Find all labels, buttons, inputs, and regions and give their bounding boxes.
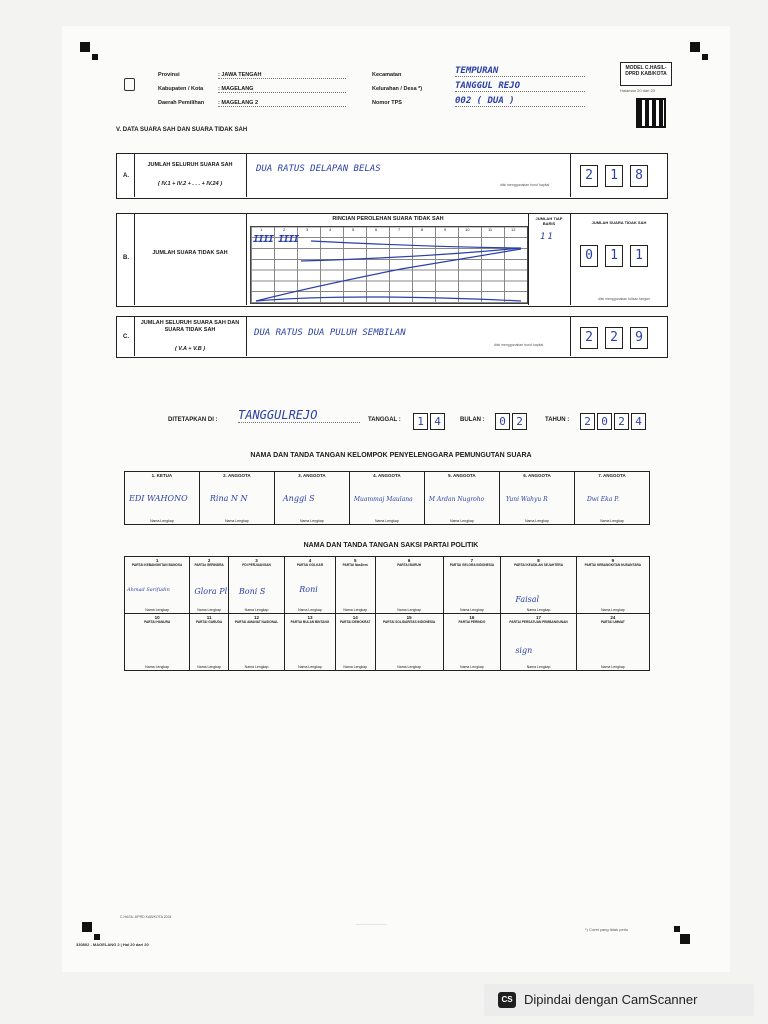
saksi-no-1: 1 [155,558,159,563]
section-c-divider2 [246,316,247,356]
section-c-words: DUA RATUS DUA PULUH SEMBILAN [254,328,406,338]
section-b-divider1 [134,213,135,305]
tally-col-1: 1 [260,227,263,232]
tally-col-2: 2 [283,227,286,232]
saksi-namelabel-11: Nama Lengkap [197,665,221,669]
tanggal-label: TANGGAL : [368,417,401,423]
section-c-note: diisi menggunakan huruf kapital [494,343,544,347]
tps-value: 002 ( DUA ) [455,96,585,107]
jumlah-tiap-baris-header: JUMLAH TIAP BARIS [535,216,563,226]
section-a-digit-3: 8 [630,165,648,187]
kpps-namelabel-4: Nama Lengkap [375,519,399,523]
section-title: V. DATA SUARA SAH DAN SUARA TIDAK SAH [116,127,248,133]
saksi-party-9: PARTAI KEBANGKITAN NUSANTARA [584,563,642,567]
kecamatan-label: Kecamatan [372,72,402,78]
corner-marker-tr-small [702,54,708,60]
saksi-namelabel-24: Nama Lengkap [601,665,625,669]
section-a-formula: ( IV.1 + IV.2 + . . . + IV.24 ) [157,181,223,187]
saksi-party-6: PARTAI BURUH [397,563,422,567]
saksi-namelabel-5: Nama Lengkap [343,608,368,612]
row-total-tally: 11 [540,232,555,242]
kpps-role-2: 2. ANGGOTA [223,473,251,478]
saksi-cell-11 [190,614,229,671]
saksi-no-15: 15 [406,615,412,620]
saksi-party-7: PARTAI GELORA INDONESIA [449,563,495,567]
tahun-digit-4: 4 [631,413,646,430]
kpps-namelabel-6: Nama Lengkap [525,519,549,523]
saksi-party-4: PARTAI GOLKAR [296,563,323,567]
saksi-cell-5 [335,557,375,614]
saksi-party-24: PARTAI UMMAT [600,620,625,624]
kpps-cell-3 [274,472,349,525]
kpps-signature-5: M Ardan Nugroho [428,496,485,503]
saksi-namelabel-16: Nama Lengkap [460,665,484,669]
kpps-signature-7: Dwi Eka P. [586,496,619,503]
tps-label: Nomor TPS [372,100,402,106]
corner-marker-br [680,934,690,944]
saksi-no-8: 8 [537,558,540,563]
saksi-namelabel-1: Nama Lengkap [145,608,170,612]
saksi-party-2: PARTAI GERINDRA [194,563,224,567]
kpps-namelabel-3: Nama Lengkap [300,519,324,523]
saksi-cell-15 [375,614,443,671]
kpps-namelabel-5: Nama Lengkap [450,519,474,523]
corner-marker-bl-small [94,934,100,940]
section-c-label: JUMLAH SELURUH SUARA SAH DAN SUARA TIDAK SAH [140,320,240,333]
kpps-cell-6 [499,472,574,525]
saksi-signature-3: Boni S [238,587,266,596]
saksi-title: NAMA DAN TANDA TANGAN SAKSI PARTAI POLITIK [303,542,479,549]
corner-marker-tl-small [92,54,98,60]
kelurahan-label: Kelurahan / Desa *) [372,86,423,92]
tally-col-11: 11 [488,227,493,232]
kpps-cell-5 [424,472,499,525]
saksi-namelabel-12: Nama Lengkap [244,665,269,669]
saksi-party-17: PARTAI PERSATUAN PEMBANGUNAN [509,620,568,624]
saksi-party-15: PARTAI SOLIDARITAS INDONESIA [383,620,436,624]
section-c-letter: C. [123,334,129,340]
provinsi-value: : JAWA TENGAH [218,72,346,79]
saksi-cell-13 [285,614,335,671]
corner-marker-tr [690,42,700,52]
section-b-digit-1: 0 [580,245,598,267]
tanggal-digit-2: 4 [430,413,445,430]
saksi-no-6: 6 [407,558,411,563]
saksi-cell-16 [443,614,501,671]
kpps-cell-7 [574,472,649,525]
section-b-divider2 [246,213,247,305]
section-a-divider2 [246,153,247,197]
saksi-no-13: 13 [307,615,313,620]
kpps-role-7: 7. ANGGOTA [598,473,626,478]
kabupaten-label: Kabupaten / Kota [158,86,204,92]
section-c-digit-2: 2 [605,327,623,349]
section-b-letter: B. [123,255,129,261]
kpps-namelabel-1: Nama Lengkap [150,519,174,523]
rincian-header: RINCIAN PEROLEHAN SUARA TIDAK SAH [332,216,444,222]
saksi-cell-8 [501,557,576,614]
ditetapkan-label: DITETAPKAN DI : [168,417,218,423]
kpps-signature-3: Anggi S [282,494,315,503]
section-b-divider4 [570,213,571,305]
bulan-label: BULAN : [460,417,485,423]
tanggal-digit-1: 1 [413,413,428,430]
kelurahan-value: TANGGUL REJO [455,81,585,92]
saksi-cell-4 [285,557,335,614]
tahun-digit-2: 0 [597,413,612,430]
tally-col-6: 6 [375,227,378,232]
camscanner-logo-icon: CS [498,992,516,1008]
saksi-table [124,556,650,671]
section-a-digit-1: 2 [580,165,598,187]
saksi-namelabel-7: Nama Lengkap [460,608,484,612]
saksi-cell-12 [228,614,284,671]
kpps-signature-4: Muammaj Maulana [353,496,413,503]
kpps-title: NAMA DAN TANDA TANGAN KELOMPOK PENYELENGGARA PEMUNGUTAN SUARA [250,452,532,459]
saksi-cell-2 [190,557,229,614]
halaman-text: Halaman 20 dari 20 [620,88,655,93]
section-a-divider3 [570,153,571,197]
saksi-namelabel-9: Nama Lengkap [601,608,625,612]
kpps-namelabel-7: Nama Lengkap [600,519,624,523]
provinsi-label: Provinsi [158,72,180,78]
section-b-divider3 [528,213,529,305]
tally-grid [250,226,528,304]
section-b-label: JUMLAH SUARA TIDAK SAH [152,250,228,256]
section-a-words: DUA RATUS DELAPAN BELAS [256,164,381,174]
kabupaten-value: : MAGELANG [218,86,346,93]
tally-col-5: 5 [352,227,355,232]
kpps-table [124,471,650,525]
kpps-role-1: 1. KETUA [151,473,173,478]
saksi-namelabel-8: Nama Lengkap [526,608,551,612]
saksi-no-14: 14 [352,615,358,620]
saksi-party-8: PARTAI KEADILAN SEJAHTERA [514,563,564,567]
saksi-cell-1 [125,557,190,614]
section-b-digit-2: 1 [605,245,623,267]
section-b-digit-3: 1 [630,245,648,267]
dapil-value: : MAGELANG 2 [218,100,346,107]
camscanner-text: Dipindai dengan CamScanner [524,992,698,1007]
section-c-divider1 [134,316,135,356]
section-a-label: JUMLAH SELURUH SUARA SAH [147,162,233,168]
saksi-no-9: 9 [611,558,615,563]
kpps-role-4: 4. ANGGOTA [373,473,401,478]
section-c-formula: ( V.A + V.B ) [174,346,206,352]
saksi-party-16: PARTAI PERINDO [458,620,486,624]
saksi-signature-2: Glora Pl [194,587,228,596]
tally-col-8: 8 [421,227,424,232]
saksi-cell-3 [228,557,284,614]
kpps-role-3: 3. ANGGOTA [298,473,326,478]
saksi-no-11: 11 [206,615,212,620]
saksi-namelabel-3: Nama Lengkap [244,608,269,612]
bulan-digit-2: 2 [512,413,527,430]
saksi-no-3: 3 [255,558,258,563]
saksi-cell-9 [576,557,649,614]
tally-col-9: 9 [444,227,447,232]
dapil-label: Daerah Pemilihan [158,100,205,106]
saksi-no-17: 17 [536,615,542,620]
section-c-digit-3: 9 [630,327,648,349]
section-a-letter: A. [123,173,129,179]
kpu-logo-icon [124,78,135,91]
corner-marker-bl [82,922,92,932]
saksi-namelabel-15: Nama Lengkap [397,665,421,669]
kpps-signature-6: Yuni Wahyu R [505,496,548,503]
tally-col-12: 12 [511,227,516,232]
saksi-party-10: PARTAI HANURA [144,620,171,624]
section-a-note: diisi menggunakan huruf kapital [500,183,550,187]
tally-col-4: 4 [329,227,332,232]
jumlah-tidak-sah-header: JUMLAH SUARA TIDAK SAH [591,220,647,225]
corner-marker-br-small [674,926,680,932]
section-a-digit-2: 1 [605,165,623,187]
kecamatan-value: TEMPURAN [455,66,585,77]
saksi-party-12: PARTAI AMANAT NASIONAL [234,620,279,624]
saksi-no-12: 12 [254,615,260,620]
saksi-namelabel-2: Nama Lengkap [197,608,221,612]
tahun-digit-3: 2 [614,413,629,430]
saksi-no-5: 5 [353,558,357,563]
saksi-namelabel-14: Nama Lengkap [343,665,368,669]
qr-code-icon [636,98,666,128]
tally-cross-out-lines [251,227,527,303]
corner-marker-tl [80,42,90,52]
section-c-digit-1: 2 [580,327,598,349]
saksi-party-14: PARTAI DEMOKRAT [339,620,371,624]
tally-mark: IIII IIII [253,234,299,245]
footer-page: 330802 - MAGELANG 2 | Hal 20 dari 20 [76,942,149,947]
section-b-note: diisi menggunakan tulisan tangan [598,297,650,301]
saksi-namelabel-17: Nama Lengkap [526,665,551,669]
tahun-digit-1: 2 [580,413,595,430]
saksi-namelabel-4: Nama Lengkap [298,608,322,612]
tally-col-7: 7 [398,227,401,232]
saksi-party-13: PARTAI BULAN BINTANG [290,620,330,624]
kpps-signature-2: Rina N N [209,494,248,503]
kpps-cell-2 [199,472,274,525]
saksi-party-1: PARTAI KEBANGKITAN BANGSA [132,563,183,567]
saksi-party-11: PARTAI GARUDA [195,620,223,624]
saksi-cell-14 [335,614,375,671]
kpps-namelabel-2: Nama Lengkap [225,519,249,523]
kpps-role-6: 6. ANGGOTA [523,473,551,478]
saksi-namelabel-6: Nama Lengkap [397,608,421,612]
saksi-signature-8: Faisal [515,595,540,604]
footer-left-code: C.HASIL-DPRD KAB/KOTA 2024 [120,915,172,919]
kpps-role-5: 5. ANGGOTA [448,473,476,478]
saksi-no-2: 2 [207,558,211,563]
footer-right-note: *) Coret yang tidak perlu [585,927,629,932]
saksi-no-16: 16 [469,615,475,620]
section-c-divider3 [570,316,571,356]
model-box [620,62,672,86]
saksi-namelabel-13: Nama Lengkap [298,665,322,669]
saksi-cell-24 [576,614,649,671]
footer-center: ................................ [356,922,388,926]
saksi-party-5: PARTAI NasDem [342,563,368,567]
ditetapkan-place: TANGGULREJO [238,408,360,423]
section-a-divider1 [134,153,135,197]
saksi-cell-6 [375,557,443,614]
saksi-no-24: 24 [610,615,616,620]
saksi-signature-17: sign [515,646,533,655]
tally-col-10: 10 [465,227,470,232]
kpps-cell-4 [349,472,424,525]
saksi-cell-10 [125,614,190,671]
bulan-digit-1: 0 [495,413,510,430]
saksi-no-7: 7 [470,558,474,563]
camscanner-watermark [484,984,754,1016]
tahun-label: TAHUN : [545,417,570,423]
saksi-party-3: PDI PERJUANGAN [242,563,271,567]
tally-col-3: 3 [306,227,309,232]
saksi-signature-4: Roni [299,585,318,594]
kpps-cell-1 [125,472,200,525]
saksi-no-10: 10 [154,615,160,620]
kpps-signature-1: EDI WAHONO [129,494,188,503]
model-label: MODEL C.HASIL-DPRD KAB/KOTA [625,65,667,77]
saksi-signature-1: Ahmad Sarifudin [127,587,170,593]
saksi-cell-7 [443,557,501,614]
saksi-cell-17 [501,614,576,671]
saksi-namelabel-10: Nama Lengkap [145,665,170,669]
saksi-no-4: 4 [308,558,312,563]
